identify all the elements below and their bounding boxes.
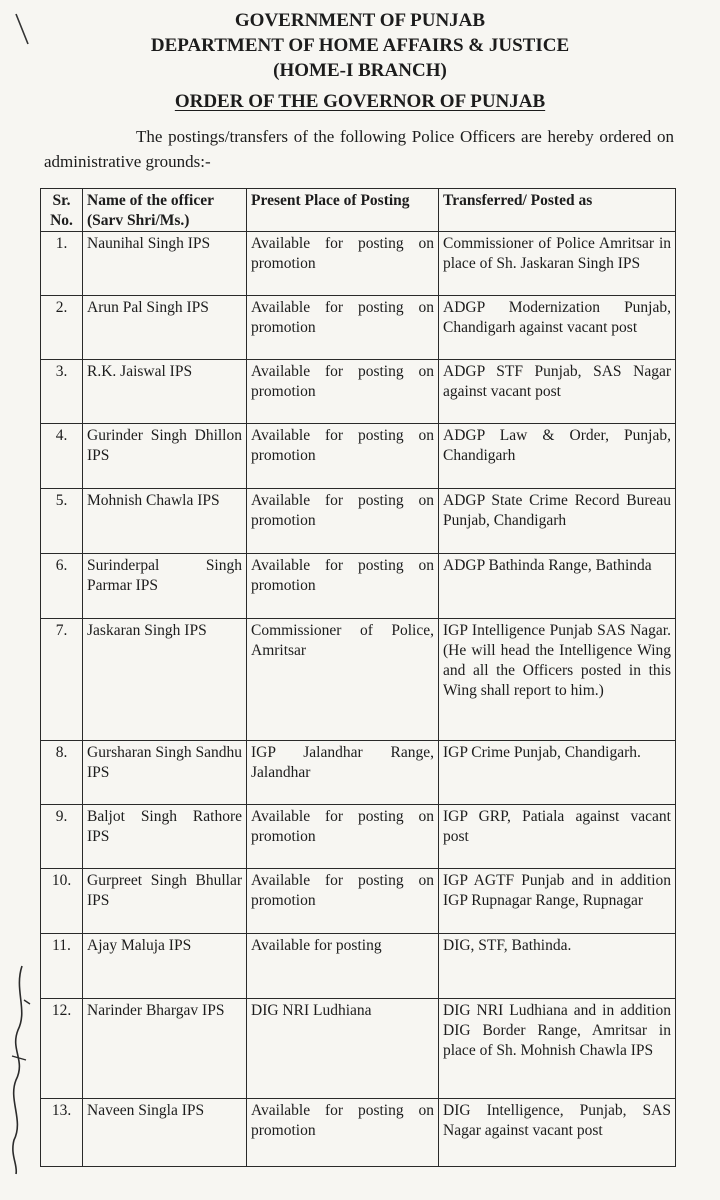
cell-present-posting: Available for posting on promotion [247,1099,439,1167]
cell-sr-no: 8. [41,741,83,805]
cell-officer-name: Gurinder Singh Dhillon IPS [83,424,247,489]
table-row [41,1099,676,1167]
table-row [41,805,676,869]
cell-sr-no: 4. [41,424,83,489]
table-row [41,296,676,360]
cell-transferred-as: IGP Crime Punjab, Chandigarh. [439,741,676,805]
cell-present-posting: Available for posting on promotion [247,360,439,424]
table-row [41,869,676,934]
cell-officer-name: Ajay Maluja IPS [83,934,247,999]
cell-transferred-as: ADGP STF Punjab, SAS Nagar against vacant post [439,360,676,424]
cell-sr-no: 10. [41,869,83,934]
header-officer-name: Name of the officer (Sarv Shri/Ms.) [83,189,247,232]
order-title: ORDER OF THE GOVERNOR OF PUNJAB [174,91,546,112]
government-title: GOVERNMENT OF PUNJAB [234,10,486,31]
cell-officer-name: Narinder Bhargav IPS [83,999,247,1099]
cell-sr-no: 7. [41,619,83,741]
cell-officer-name: Arun Pal Singh IPS [83,296,247,360]
table-row [41,232,676,296]
table-row [41,360,676,424]
header-sr-no: Sr. No. [41,189,83,232]
table-row [41,554,676,619]
cell-sr-no: 2. [41,296,83,360]
transfer-table [40,188,676,1167]
cell-sr-no: 13. [41,1099,83,1167]
cell-sr-no: 1. [41,232,83,296]
cell-transferred-as: DIG NRI Ludhiana and in addition DIG Border Range, Amritsar in place of Sh. Mohnish Chawla IPS [439,999,676,1099]
cell-sr-no: 11. [41,934,83,999]
cell-officer-name: Naunihal Singh IPS [83,232,247,296]
department-title: DEPARTMENT OF HOME AFFAIRS & JUSTICE [150,35,570,56]
cell-officer-name: R.K. Jaiswal IPS [83,360,247,424]
cell-sr-no: 6. [41,554,83,619]
cell-sr-no: 12. [41,999,83,1099]
cell-present-posting: Available for posting on promotion [247,489,439,554]
cell-present-posting: Available for posting on promotion [247,554,439,619]
table-row [41,424,676,489]
cell-present-posting: Available for posting on promotion [247,424,439,489]
cell-present-posting: Available for posting on promotion [247,296,439,360]
cell-present-posting: IGP Jalandhar Range, Jalandhar [247,741,439,805]
cell-sr-no: 3. [41,360,83,424]
cell-present-posting: Available for posting on promotion [247,232,439,296]
table-row [41,934,676,999]
cell-present-posting: Available for posting on promotion [247,805,439,869]
cell-transferred-as: ADGP Modernization Punjab, Chandigarh against vacant post [439,296,676,360]
cell-transferred-as: IGP Intelligence Punjab SAS Nagar. (He will head the Intelligence Wing and all the Officers posted in this Wing shall report to him.) [439,619,676,741]
header-present-posting: Present Place of Posting [247,189,439,232]
cell-officer-name: Surinderpal Singh Parmar IPS [83,554,247,619]
cell-officer-name: Naveen Singla IPS [83,1099,247,1167]
table-row [41,489,676,554]
margin-signature-icon [4,960,34,1180]
branch-title: (HOME-I BRANCH) [273,60,447,81]
cell-transferred-as: DIG Intelligence, Punjab, SAS Nagar against vacant post [439,1099,676,1167]
table-body [41,232,676,1167]
cell-officer-name: Jaskaran Singh IPS [83,619,247,741]
table-header-row [41,189,676,232]
cell-present-posting: Available for posting on promotion [247,869,439,934]
cell-sr-no: 5. [41,489,83,554]
cell-transferred-as: Commissioner of Police Amritsar in place of Sh. Jaskaran Singh IPS [439,232,676,296]
header-transferred-as: Transferred/ Posted as [439,189,676,232]
cell-officer-name: Gursharan Singh Sandhu IPS [83,741,247,805]
cell-officer-name: Baljot Singh Rathore IPS [83,805,247,869]
table-row [41,619,676,741]
cell-officer-name: Gurpreet Singh Bhullar IPS [83,869,247,934]
cell-transferred-as: IGP GRP, Patiala against vacant post [439,805,676,869]
cell-transferred-as: DIG, STF, Bathinda. [439,934,676,999]
cell-officer-name: Mohnish Chawla IPS [83,489,247,554]
cell-present-posting: Available for posting [247,934,439,999]
cell-present-posting: Commissioner of Police, Amritsar [247,619,439,741]
cell-sr-no: 9. [41,805,83,869]
table-row [41,999,676,1099]
cell-transferred-as: ADGP Law & Order, Punjab, Chandigarh [439,424,676,489]
intro-paragraph: The postings/transfers of the following Police Officers are hereby ordered on administrative grounds:- [44,127,674,171]
cell-transferred-as: ADGP Bathinda Range, Bathinda [439,554,676,619]
cell-transferred-as: ADGP State Crime Record Bureau Punjab, Chandigarh [439,489,676,554]
table-row [41,741,676,805]
cell-present-posting: DIG NRI Ludhiana [247,999,439,1099]
cell-transferred-as: IGP AGTF Punjab and in addition IGP Rupnagar Range, Rupnagar [439,869,676,934]
